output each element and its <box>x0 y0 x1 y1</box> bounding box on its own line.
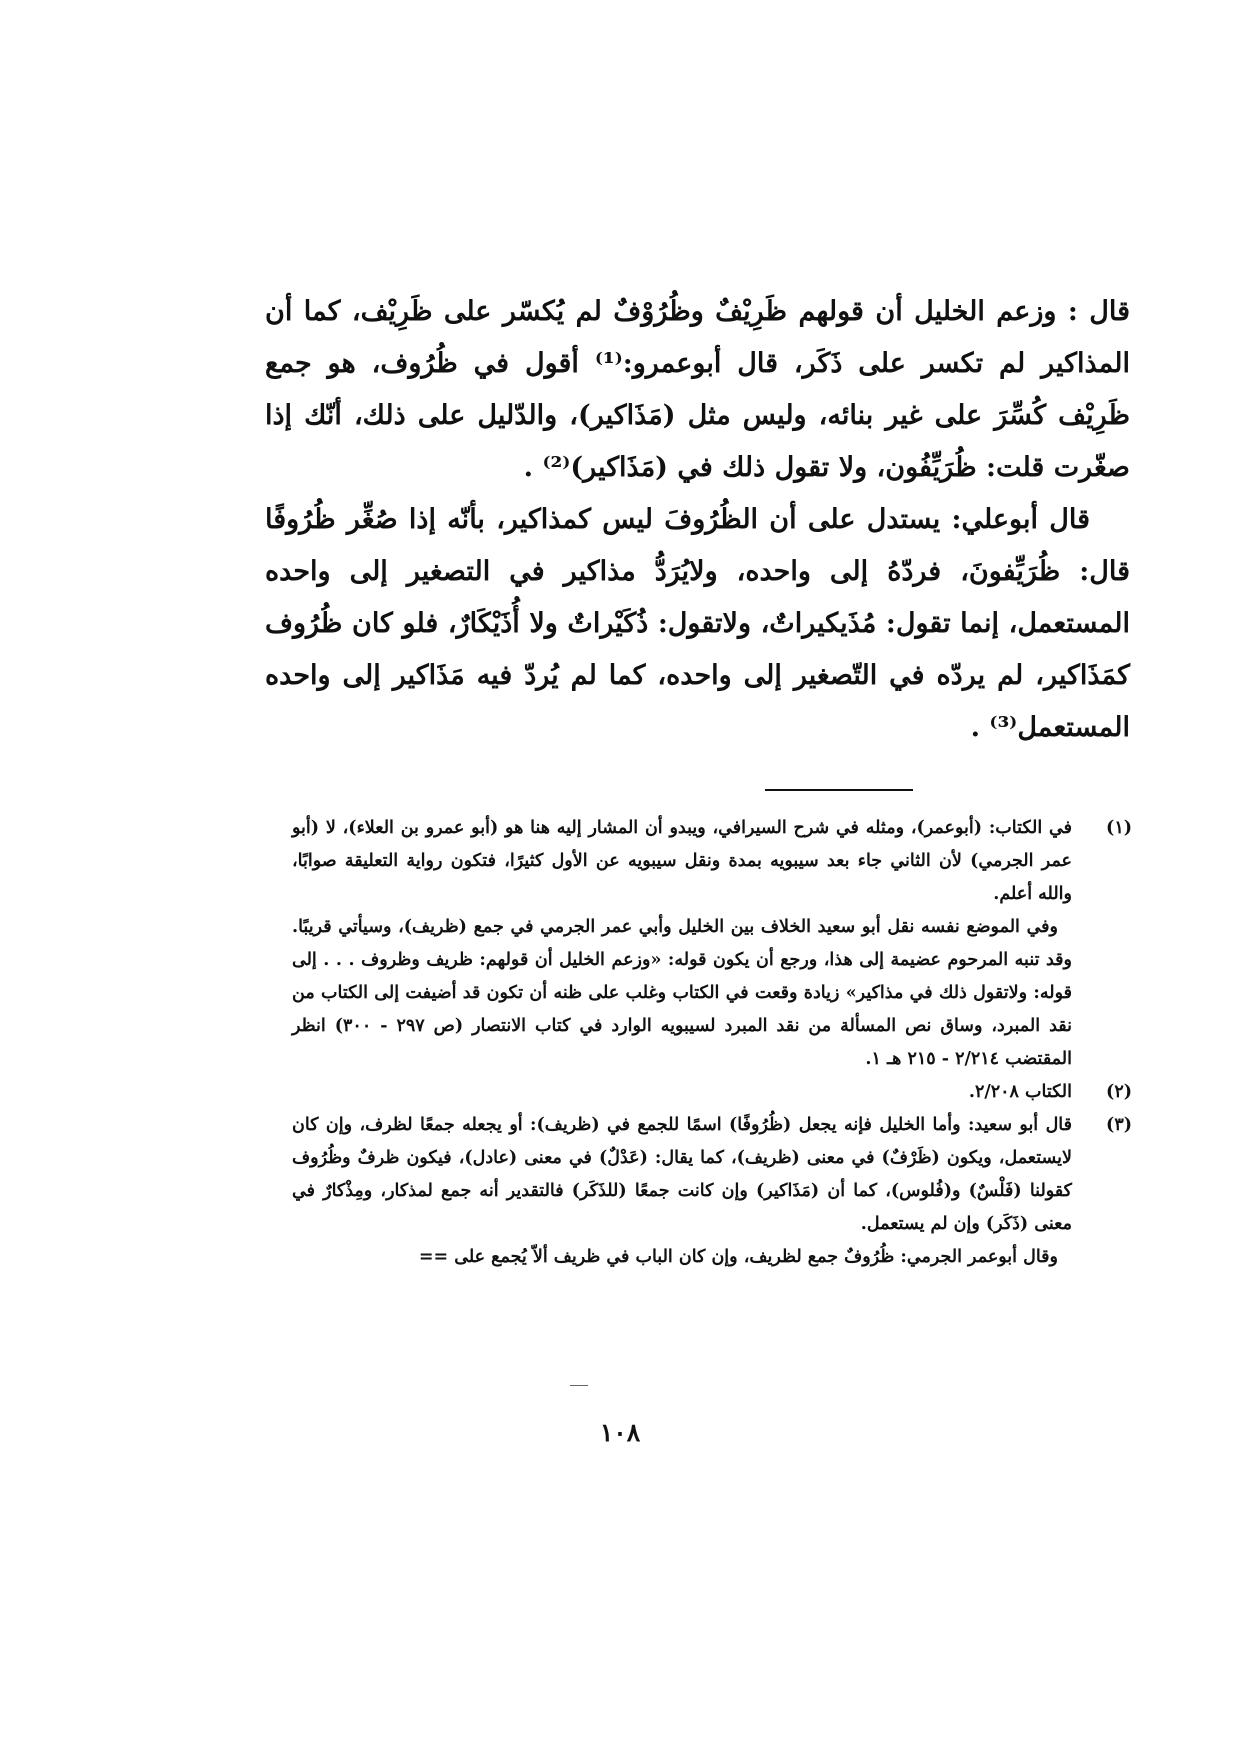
footnote-paragraph: الكتاب ٢/٢٠٨. <box>968 1082 1072 1102</box>
footnote-body <box>292 1109 1072 1274</box>
footnote-paragraph: في الكتاب: (أبوعمر)، ومثله في شرح السيرافي، ويبدو أن المشار إليه هنا هو (أبو عمرو بن العلاء)، لا (أبو عمر الجرمي) لأن الثاني جاء بعد سيبويه بمدة ونقل سيبويه عن الأول كثيرًا، فتكون رواية التعليقة صوابًا، والله أعلم. <box>292 818 1072 904</box>
paragraph-lead-word: قال <box>1089 296 1130 327</box>
footnote-separator-line <box>765 789 913 791</box>
main-paragraph-1 <box>265 286 1130 494</box>
page-number: ١٠٨ <box>599 1418 641 1447</box>
footnote-body <box>292 1076 1072 1109</box>
main-paragraph-2: قال أبوعلي: يستدل على أن الظُرُوفَ ليس كمذاكير، بأنّه إذا صُغِّر ظُرُوفًا قال: ظُرَيِّفونَ، فردّهُ إلى واحده، ولايُرَدُّ مذاكير في التصغير إلى واحده المستعمل، إنما تقول: مُذَيكيراتٌ، ولاتقول: ذُكَيْراتٌ ولا أُذَيْكَارٌ، فلو كان ظُرُوف كمَذَاكير، لم يردّه في التّصغير إلى واحده، كما لم يُردّ فيه مَذَاكير إلى واحده المستعمل⁽³⁾ . <box>265 504 1130 743</box>
footnote-number: (٣) <box>1106 1115 1132 1135</box>
footnotes <box>292 812 1132 1274</box>
footnote-2 <box>292 1076 1132 1109</box>
footnote-paragraph: قال أبو سعيد: وأما الخليل فإنه يجعل (ظُرُوفًا) اسمًا للجمع في (ظريف): أو يجعله جمعًا لظرف، وإن كان لايستعمل، ويكون (ظَرْفٌ) في معنى (ظريف)، كما يقال: (عَدْلٌ) في معنى (عادل)، فيكون ظرفٌ وظُرُوف كقولنا (فَلْسٌ) و(فُلوس)، كما أن (مَذَاكير) وإن كانت جمعًا (للذَكَر) فالتقدير أنه جمع لمذكار، ومِذْكارٌ في معنى (ذَكَر) وإن لم يستعمل. <box>292 1115 1072 1234</box>
main-text <box>265 286 1130 754</box>
footnote-number: (١) <box>1106 818 1132 838</box>
footnote-number: (٢) <box>1106 1082 1132 1102</box>
footnote-paragraph: وقال أبوعمر الجرمي: ظُرُوفٌ جمع لظريف، وإن كان الباب في ظريف ألاّ يُجمع على == <box>418 1247 1058 1267</box>
footnote-paragraph: وفي الموضع نفسه نقل أبو سعيد الخلاف بين الخليل وأبي عمر الجرمي في جمع (ظريف)، وسيأتي قريبًا. وقد تنبه المرحوم عضيمة إلى هذا، ورجع أن يكون قوله: «وزعم الخليل أن قولهم: ظريف وظروف . . . إلى قوله: ولاتقول ذلك في مذاكير» زيادة وقعت في الكتاب وغلب على ظنه أن تكون قد أضيفت إلى الكتاب من نقد المبرد، وساق نص المسألة من نقد المبرد لسيبويه الوارد في كتاب الانتصار (ص ٢٩٧ - ٣٠٠) انظر المقتضب ٢/٢١٤ - ٢١٥ هـ ١. <box>292 917 1072 1069</box>
footnote-body <box>292 812 1072 1076</box>
small-divider-mark <box>570 1385 588 1386</box>
footnote-3 <box>292 1109 1132 1274</box>
paragraph-1-text: : وزعم الخليل أن قولهم ظَرِيْفٌ وظُرُوْفٌ لم يُكسّر على ظَرِيْف، كما أن المذاكير لم تكسر على ذَكَر، قال أبوعمرو:⁽¹⁾ أقول في ظُرُوف، هو جمع ظَرِيْف كُسِّرَ على غير بنائه، وليس مثل (مَذَاكير)، والدّليل على ذلك، أنّك إذا صغّرت قلت: ظُرَيِّفُون، ولا تقول ذلك في (مَذَاكير)⁽²⁾ . <box>265 296 1130 483</box>
footnote-1 <box>292 812 1132 1076</box>
